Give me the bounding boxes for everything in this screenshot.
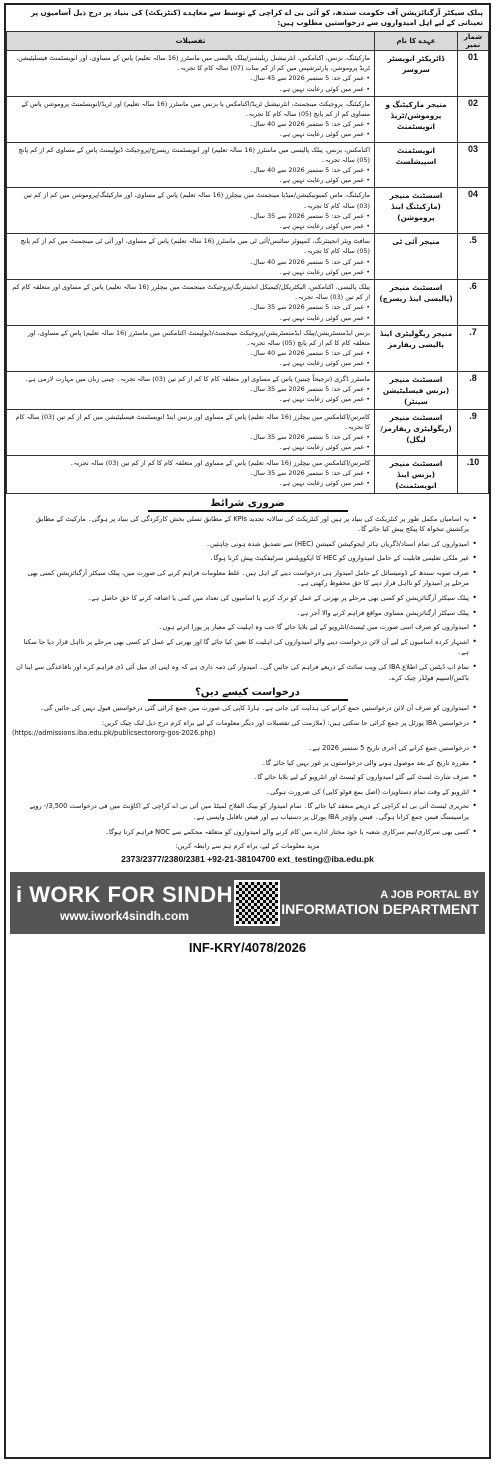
howto-text: تحریری ٹیسٹ آئی بی اے کراچی کے ذریعے منعقد کیا جائے گا۔ تمام امیدوار کو بینک الفلاح لمیٹڈ میں آئی بی اے کراچی کے اکاؤنٹ میں فی درخواست 3,500/- روپے پراسیسنگ فیس جمع کرانا ہوگی۔ فیس واؤچر IBA پورٹل پر دستیاب ہے اور فیس ناقابل واپسی ہے۔: [29, 802, 469, 821]
howto-list: [6, 703, 489, 837]
table-row: [7, 280, 489, 326]
post-title: اسسٹنٹ منیجر (بزنس اینڈ انویسٹمنٹ): [375, 455, 458, 493]
row-number: 5.: [458, 234, 489, 280]
condition-item: • پبلک سیکٹر آرگنائزیشن کو کسی بھی مرحلے پر بھرتی کے عمل کو ترک کرنے یا اسامیوں کی تعداد میں کمی یا اضافہ کرنے کا حق حاصل ہے۔: [12, 593, 477, 604]
requirements: مارکیٹنگ، پروجیکٹ مینجمنٹ، انٹرنیشنل ٹریڈ/اکنامکس یا بزنس میں ماسٹرز (16 سالہ تعلیم) اور ٹریڈ/انویسٹمنٹ پروموشن پاس کے مساوی کم از کم پانچ (05) سالہ کام کا تجربہ۔: [21, 99, 370, 119]
contact-phone: +92-21-38104700: [207, 854, 276, 865]
conditions-list: [6, 514, 489, 684]
contact-note: مزید معلومات کے لیے، براہ کرم ہم سے رابطہ کریں:: [175, 842, 320, 851]
table-row: [7, 325, 489, 371]
requirements: بزنس ایڈمنسٹریشن/پبلک ایڈمنسٹریشن/پروجیکٹ مینجمنٹ/ڈیولپمنٹ اکنامکس میں ماسٹرز (16 سالہ تعلیم) پاس کے مساوی، اور متعلقہ کام کا کم از کم پانچ (05) سالہ تجربہ۔: [27, 328, 370, 348]
intro-text: پبلک سیکٹر آرگنائزیشن آف حکومت سندھ، کو آئی بی اے کراچی کے توسط سے معاہدے (کنٹریکٹ) کی بنیاد پر درج ذیل آسامیوں پر تعیناتی کے لیے اہل امیدواروں سے درخواستیں مطلوب ہیں:: [30, 8, 483, 27]
howto-item: [12, 743, 477, 754]
brand-logo: i WORK FOR SINDH: [16, 882, 233, 908]
table-header-row: [7, 32, 489, 51]
requirements: اکنامکس، بزنس، پبلک پالیسی میں ماسٹرز (16 سالہ تعلیم) اور انویسٹمنٹ ریسرچ/پروجیکٹ ڈیولپمنٹ پاس کے مساوی کم از کم پانچ (05) سالہ تجربہ۔: [18, 145, 370, 164]
post-details: [7, 142, 375, 188]
tagline: A JOB PORTAL BY: [380, 889, 479, 902]
table-row: [7, 455, 489, 493]
requirements: ماسٹرز ڈگری (ترجیحاً چینیز) پاس کے مساوی اور متعلقہ کام کا کم از کم تین (03) سالہ تجربہ۔ چینی زبان میں مہارت لازمی ہے۔: [24, 374, 370, 383]
condition-item: • تمام اپ ڈیٹس کی اطلاع IBA کی ویب سائٹ کے ذریعے فراہم کی جائیں گی۔ امیدوار کی ذمہ داری ہے کہ وہ اپنی ای میل آئی ڈی فراہم کرے اور باقاعدگی سے اپنا ان باکس/اسپیم فولڈر چیک کرے۔: [12, 662, 477, 683]
age-limit: • عمر کی حد: 5 ستمبر 2026 سے 45 سال۔: [249, 74, 370, 83]
requirements: سافٹ ویئر انجینئرنگ، کمپیوٹر سائنس/آئی ٹی میں ماسٹرز (16 سالہ تعلیم) پاس کے مساوی، اور آئی ٹی مینجمنٹ میں کم از کم پانچ (05) سالہ کام کا تجربہ۔: [20, 237, 370, 256]
table-row: [7, 142, 489, 188]
requirements: کامرس/اکنامکس میں بیچلرز (16 سالہ تعلیم) پاس کے مساوی اور متعلقہ کام کا کم از کم تین (03) سالہ تجربہ۔: [69, 458, 370, 467]
age-relaxation: • عمر میں کوئی رعایت نہیں ہے۔: [278, 176, 370, 185]
age-limit: • عمر کی حد: 5 ستمبر 2026 سے 40 سال۔: [249, 349, 370, 358]
age-limit: • عمر کی حد: 5 ستمبر 2026 سے 35 سال۔: [249, 468, 370, 477]
requirements: کامرس/اکنامکس میں بیچلرز (16 سالہ تعلیم) پاس کے مساوی اور بزنس اینڈ انویسٹمنٹ فیسلیٹیشن میں کم از کم تین (03) سالہ کام کا تجربہ۔: [15, 412, 370, 431]
qr-code-icon: [234, 880, 280, 926]
jobs-table-body: [7, 51, 489, 494]
howto-text: انٹرویو کے وقت تمام دستاویزات (اصل بمع فوٹو کاپی) کی ضرورت ہوگی۔: [266, 787, 469, 796]
contact-line: [6, 854, 489, 864]
reference-number: INF-KRY/4078/2026: [188, 940, 307, 956]
howto-text: صرف شارٹ لسٹ کیے گئے امیدواروں کو ٹیسٹ اور انٹرویو کے لیے بلایا جائے گا۔: [253, 773, 469, 782]
requirements: مارکیٹنگ، بزنس، اکنامکس، انٹرنیشنل ریلیشنز/پبلک پالیسی میں ماسٹرز (16 سالہ تعلیم) پاس کے مساوی، اور انویسٹمنٹ فیسلیٹیشن، ٹریڈ پروموشن، پارٹنرشپس میں کم از کم سات (07) سالہ کام کا تجربہ۔: [16, 54, 370, 73]
post-title: منیجر ریگولیٹری اینڈ پالیسی ریفارمز: [375, 325, 458, 371]
row-number: 04: [458, 188, 489, 234]
contact-email[interactable]: ext_testing@iba.edu.pk: [277, 854, 374, 865]
post-title: انویسٹمنٹ اسپیشلسٹ: [375, 142, 458, 188]
howto-item: [12, 827, 477, 838]
row-number: 6.: [458, 280, 489, 326]
table-row: [7, 188, 489, 234]
row-number: 01: [458, 51, 489, 97]
header-post: عہدے کا نام: [375, 32, 458, 51]
howto-item: [12, 718, 477, 739]
age-limit: • عمر کی حد: 5 ستمبر 2026 سے 35 سال۔: [249, 384, 370, 393]
post-details: [7, 51, 375, 97]
howto-item: [12, 772, 477, 783]
table-row: [7, 234, 489, 280]
department-name: INFORMATION DEPARTMENT: [281, 901, 479, 918]
post-details: [7, 188, 375, 234]
row-number: 8.: [458, 371, 489, 409]
row-number: 03: [458, 142, 489, 188]
age-limit: • عمر کی حد: 5 ستمبر 2026 سے 40 سال۔: [249, 166, 370, 175]
row-number: 02: [458, 96, 489, 142]
age-relaxation: • عمر میں کوئی رعایت نہیں ہے۔: [278, 395, 370, 404]
post-title: اسسٹنٹ منیجر (بزنس فیسلیٹیشن سینٹر): [375, 371, 458, 409]
condition-item: • صرف صوبہ سندھ کے ڈومیسائل کے حامل امیدوار ہی درخواست دینے کے اہل ہیں۔ غلط معلومات فراہم کرنے کی صورت میں، پبلک سیکٹر آرگنائزیشن کسی بھی مرحلے پر امیدوار کو نااہل قرار دینے کا حق محفوظ رکھتی ہے۔: [12, 568, 477, 589]
post-details: [7, 280, 375, 326]
howto-text: کسی بھی سرکاری/نیم سرکاری شعبہ یا خود مختار ادارے میں کام کرنے والے امیدواروں کو متعلقہ محکمے سے NOC فراہم کرنا ہوگا۔: [105, 827, 469, 836]
brand-url[interactable]: www.iwork4sindh.com: [60, 909, 189, 924]
job-advertisement: [4, 3, 491, 1459]
post-details: [7, 455, 375, 493]
table-row: [7, 96, 489, 142]
header-details: تفصیلات: [7, 32, 375, 51]
age-limit: • عمر کی حد: 5 ستمبر 2026 سے 35 سال۔: [249, 211, 370, 220]
iwork-banner: [10, 872, 485, 934]
portal-link[interactable]: (https://admissions.iba.edu.pk/publicsectororg-gos-2026.php): [12, 729, 216, 738]
conditions-title: ضروری شرائط: [148, 498, 348, 512]
age-limit: • عمر کی حد: 5 ستمبر 2026 سے 40 سال۔: [249, 120, 370, 129]
table-row: [7, 371, 489, 409]
condition-item: • امیدواروں کو صرف اسی صورت میں ٹیسٹ/انٹرویو کے لیے بلایا جائے گا جب وہ اہلیت کے معیار پر پورا اترتے ہوں۔: [12, 622, 477, 633]
howto-title: درخواست کیسے دیں؟: [148, 687, 348, 701]
table-row: [7, 409, 489, 455]
contact-ext: 2373/2377/2380/2381: [121, 854, 205, 865]
age-relaxation: • عمر میں کوئی رعایت نہیں ہے۔: [278, 478, 370, 487]
post-title: منیجر مارکیٹنگ و پروموشن/ٹریڈ انویسٹمنٹ: [375, 96, 458, 142]
howto-text: مقررہ تاریخ کے بعد موصول ہونے والی درخواستوں پر غور نہیں کیا جائے گا۔: [262, 758, 469, 767]
age-limit: • عمر کی حد: 5 ستمبر 2026 سے 35 سال۔: [249, 433, 370, 442]
post-title: اسسٹنٹ منیجر (مارکیٹنگ اینڈ پروموشن): [375, 188, 458, 234]
post-details: [7, 234, 375, 280]
condition-item: • غیر ملکی تعلیمی قابلیت کے حامل امیدواروں کو HEC کا ایکوویلنس سرٹیفکیٹ پیش کرنا ہوگا۔: [12, 553, 477, 564]
age-relaxation: • عمر میں کوئی رعایت نہیں ہے۔: [278, 222, 370, 231]
jobs-table: [6, 31, 489, 494]
howto-item: [12, 758, 477, 769]
howto-item: [12, 801, 477, 822]
condition-item: • امیدواروں کی تمام اسناد/ڈگریاں ہائر ایجوکیشن کمیشن (HEC) سے تصدیق شدہ ہونی چاہئیں۔: [12, 539, 477, 550]
condition-item: • پبلک سیکٹر آرگنائزیشن مساوی مواقع فراہم کرنے والا آجر ہے۔: [12, 608, 477, 619]
post-details: [7, 96, 375, 142]
age-relaxation: • عمر میں کوئی رعایت نہیں ہے۔: [278, 267, 370, 276]
post-title: اسسٹنٹ منیجر (پالیسی اینڈ ریسرچ): [375, 280, 458, 326]
row-number: 10.: [458, 455, 489, 493]
condition-item: • اشتہار کردہ اسامیوں کے لیے آن لائن درخواست دینے والے امیدواروں کی اہلیت کا تعین کیا جائے گا اور بھرتی کے عمل کے کسی بھی مرحلے پر نااہل قرار دیا جا سکتا ہے۔: [12, 637, 477, 658]
post-details: [7, 371, 375, 409]
age-relaxation: • عمر میں کوئی رعایت نہیں ہے۔: [278, 359, 370, 368]
post-details: [7, 325, 375, 371]
table-row: [7, 51, 489, 97]
post-details: [7, 409, 375, 455]
howto-text: امیدواروں کو صرف آن لائن درخواستیں جمع کرانے کی ہدایت کی جاتی ہے۔ ہارڈ کاپی کی صورت میں جمع کرائی گئی درخواستیں قبول نہیں کی جائیں گی۔: [40, 704, 469, 713]
requirements: مارکیٹنگ، ماس کمیونیکیشن/میڈیا مینجمنٹ میں بیچلرز (16 سالہ تعلیم) پاس کے مساوی، اور مارکیٹنگ/پروموشن میں کم از کم تین (03) سالہ کام کا تجربہ۔: [23, 191, 370, 210]
age-limit: • عمر کی حد: 5 ستمبر 2026 سے 35 سال۔: [249, 303, 370, 312]
requirements: پبلک پالیسی، اکنامکس، الیکٹریکل/کیمیکل انجینئرنگ/پروجیکٹ مینجمنٹ میں بیچلرز (16 سالہ تعلیم) پاس کے مساوی اور متعلقہ کام کم از کم تین (03) سالہ تجربہ۔: [12, 283, 370, 302]
howto-item: [12, 787, 477, 798]
age-limit: • عمر کی حد: 5 ستمبر 2026 سے 40 سال۔: [249, 257, 370, 266]
row-number: 7.: [458, 325, 489, 371]
condition-item: • یہ اسامیاں مکمل طور پر کنٹریکٹ کی بنیاد پر ہیں اور کنٹریکٹ کی سالانہ تجدید KPIs کے مطابق تسلی بخش کارکردگی کی بنیاد پر ہوگی۔ مارکیٹ کے مطابق پرکشش تنخواہ کا پیکج پیش کیا جائے گا۔: [12, 514, 477, 535]
howto-text: درخواستیں IBA پورٹل پر جمع کرائی جا سکتی ہیں: (ملازمت کی تفصیلات اور دیگر معلومات کے لیے براہ کرم درج ذیل لنک چیک کریں:: [102, 718, 469, 727]
post-title: منیجر آئی ٹی: [375, 234, 458, 280]
row-number: 9.: [458, 409, 489, 455]
howto-item: [12, 703, 477, 714]
howto-text: درخواستیں جمع کرانے کی آخری تاریخ 5 ستمبر 2026 ہے۔: [308, 744, 469, 752]
age-relaxation: • عمر میں کوئی رعایت نہیں ہے۔: [278, 443, 370, 452]
post-title: اسسٹنٹ منیجر (ریگولیٹری ریفارمز/لیگل): [375, 409, 458, 455]
header-num: شمار نمبر: [458, 32, 489, 51]
post-title: ڈائریکٹر انویسٹر سروسز: [375, 51, 458, 97]
age-relaxation: • عمر میں کوئی رعایت نہیں ہے۔: [278, 84, 370, 93]
age-relaxation: • عمر میں کوئی رعایت نہیں ہے۔: [278, 313, 370, 322]
age-relaxation: • عمر میں کوئی رعایت نہیں ہے۔: [278, 130, 370, 139]
